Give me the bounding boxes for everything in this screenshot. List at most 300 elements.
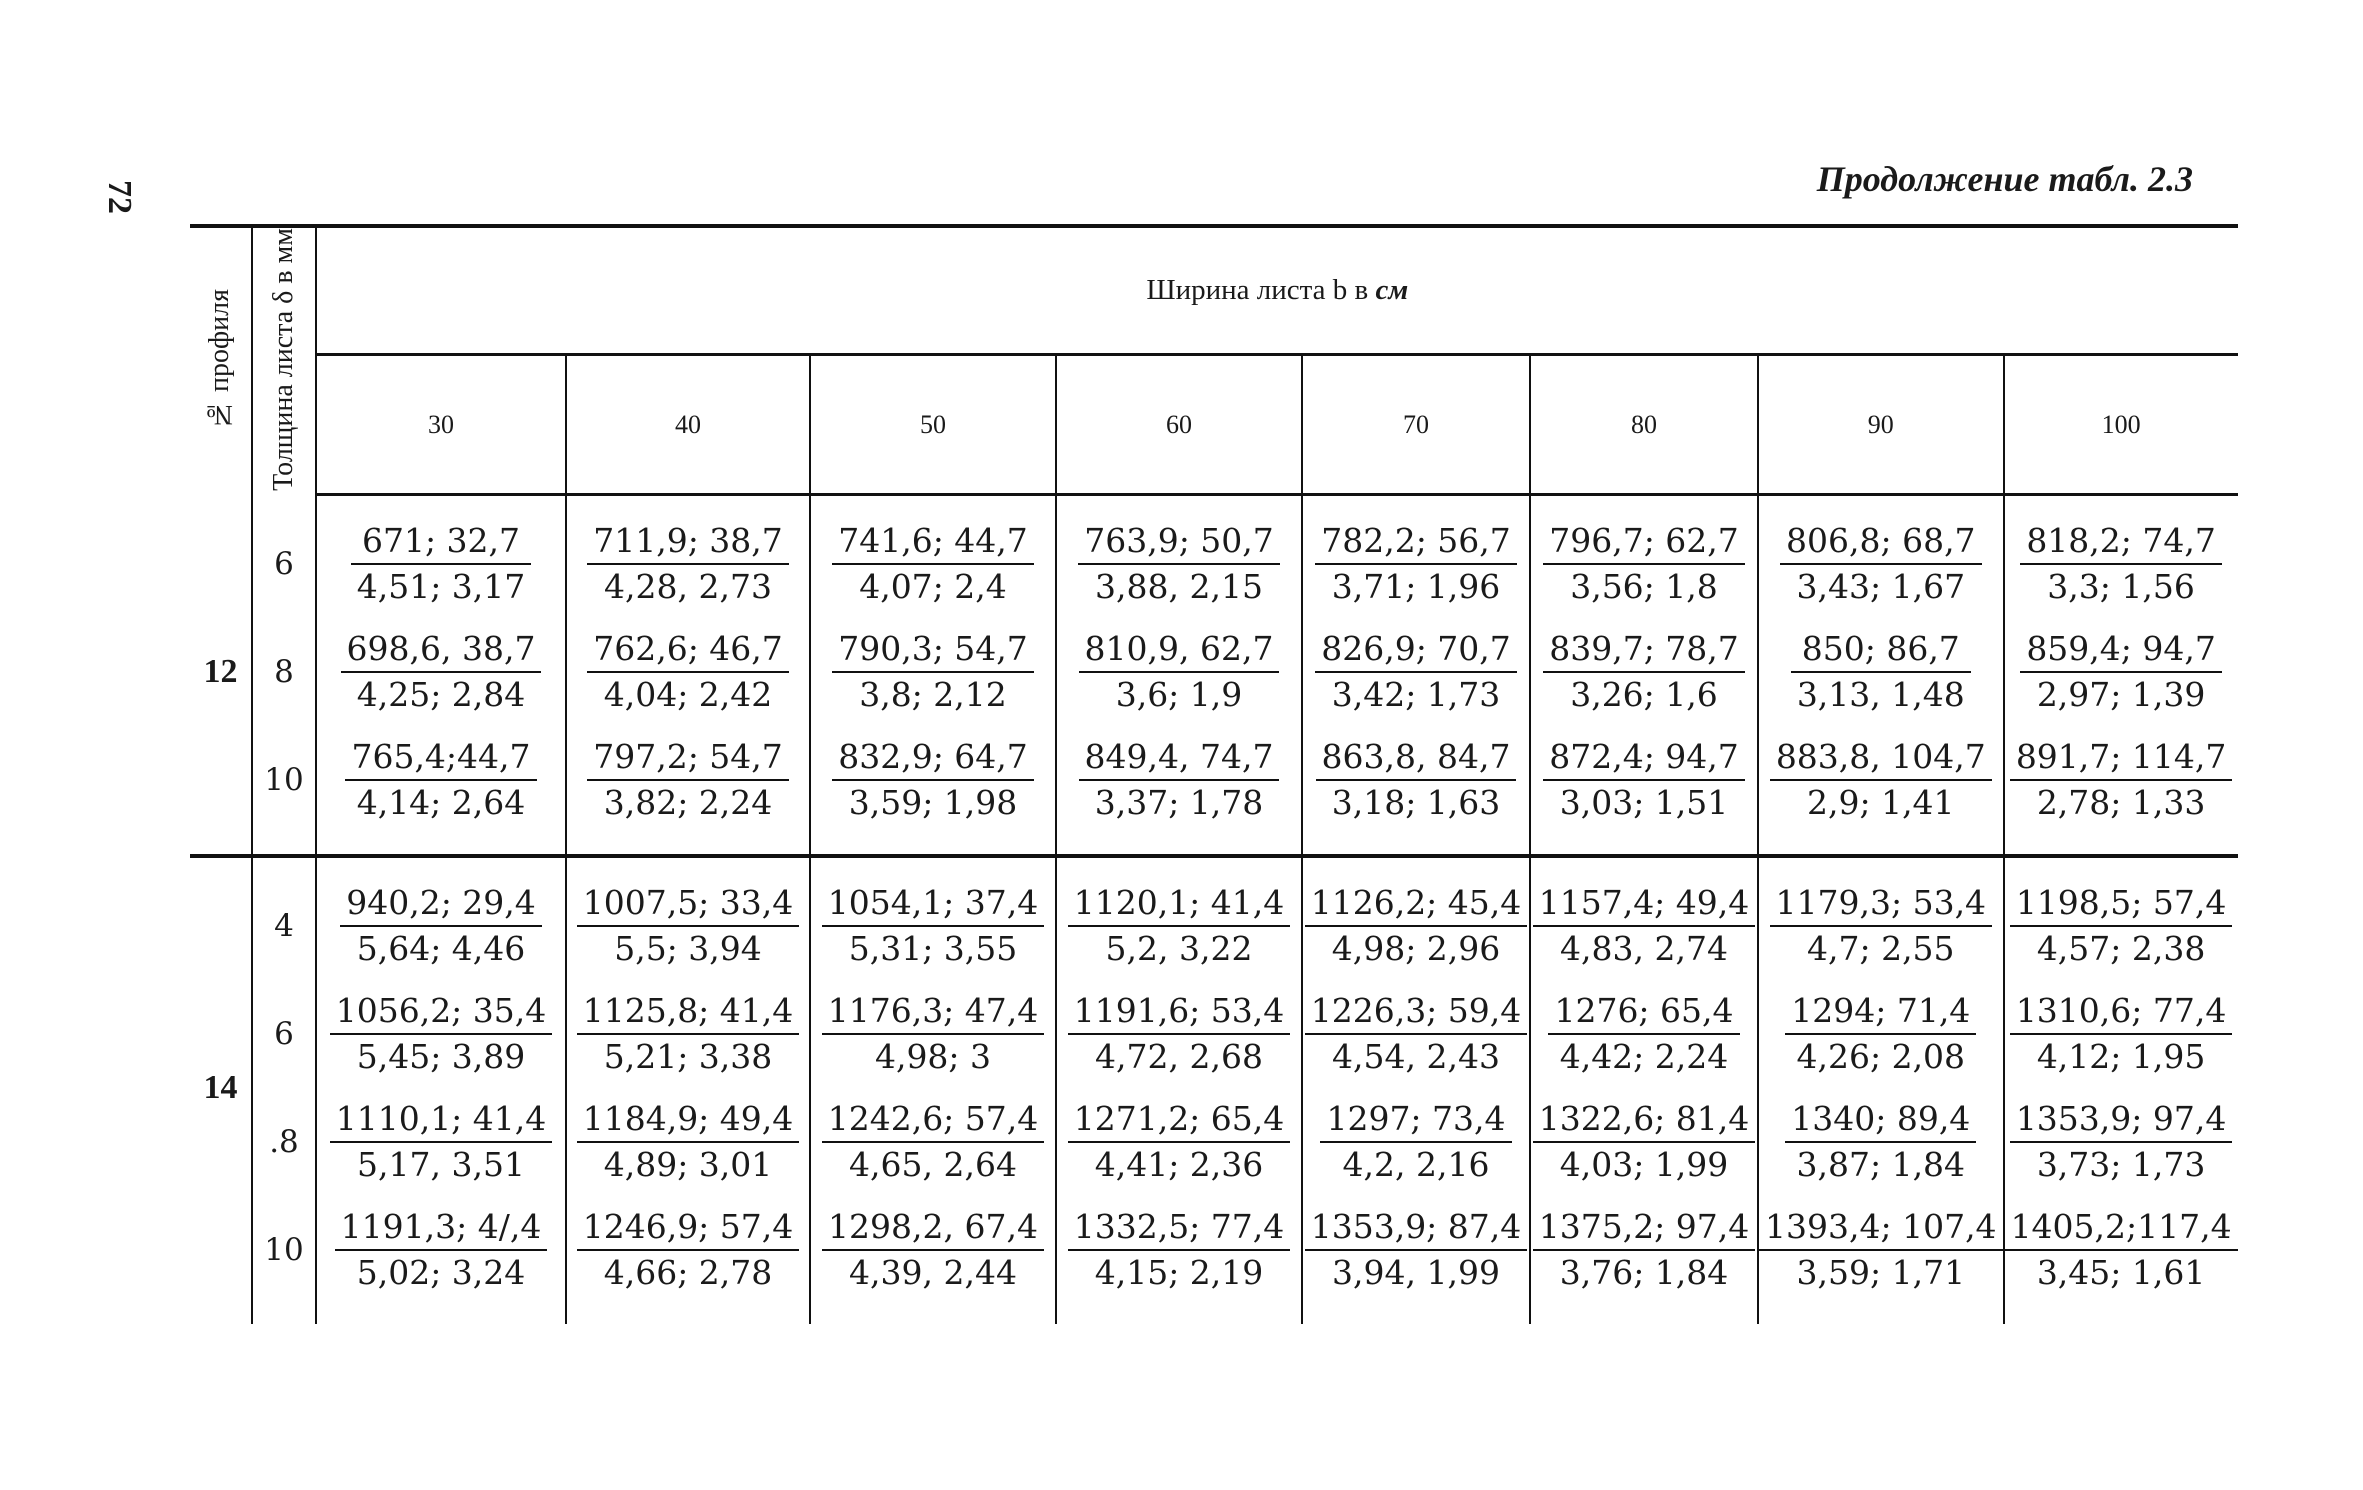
fraction-denominator: 3,37; 1,78 — [1094, 783, 1264, 823]
fraction-numerator: 711,9; 38,7 — [587, 523, 789, 565]
fraction-numerator: 1125,8; 41,4 — [577, 993, 800, 1035]
spacer-cell — [2004, 495, 2238, 511]
fraction-value — [822, 1209, 1044, 1292]
width-column-header: 60 — [1056, 355, 1302, 495]
spacer-cell — [810, 834, 1056, 856]
fraction-denominator: 3,71; 1,96 — [1331, 567, 1501, 607]
fraction-denominator: 4,66; 2,78 — [603, 1253, 773, 1293]
spacer-cell — [190, 495, 252, 511]
fraction-denominator: 3,03; 1,51 — [1559, 783, 1729, 823]
fraction-value — [1770, 885, 1993, 968]
fraction-numerator: 1179,3; 53,4 — [1770, 885, 1993, 927]
fraction-denominator: 4,72, 2,68 — [1095, 1037, 1263, 1077]
table-row — [190, 872, 2238, 980]
table-cell — [1302, 872, 1530, 980]
spacer-cell — [810, 1304, 1056, 1324]
fraction-denominator: 4,04; 2,42 — [603, 675, 773, 715]
spacer-cell — [1530, 856, 1758, 872]
fraction-denominator: 3,8; 2,12 — [859, 675, 1007, 715]
spacer-cell — [1530, 1304, 1758, 1324]
fraction-numerator: 1176,3; 47,4 — [822, 993, 1045, 1035]
group-spacer — [190, 495, 2238, 511]
table-cell — [1302, 510, 1530, 618]
fraction-denominator: 4,41; 2,36 — [1094, 1145, 1264, 1185]
fraction-value — [1533, 1209, 1756, 1292]
spacer-cell — [1302, 1304, 1530, 1324]
fraction-denominator: 3,56; 1,8 — [1570, 567, 1718, 607]
fraction-numerator: 741,6; 44,7 — [832, 523, 1034, 565]
fraction-value — [577, 993, 800, 1076]
table-row — [190, 1196, 2238, 1304]
spacer-cell — [190, 856, 252, 872]
width-group-header — [316, 226, 2238, 355]
spacer-cell — [252, 1304, 316, 1324]
fraction-numerator: 1191,6; 53,4 — [1068, 993, 1291, 1035]
fraction-numerator: 1056,2; 35,4 — [330, 993, 553, 1035]
spacer-cell — [1758, 1304, 2004, 1324]
spacer-cell — [1302, 495, 1530, 511]
fraction-denominator: 4,03; 1,99 — [1559, 1145, 1729, 1185]
fraction-value — [1780, 523, 1982, 606]
table-cell — [1056, 726, 1302, 834]
fraction-value — [1533, 1101, 1756, 1184]
fraction-value — [1315, 523, 1517, 606]
fraction-denominator: 4,12; 1,95 — [2036, 1037, 2206, 1077]
fraction-value — [341, 631, 542, 714]
fraction-value — [345, 739, 536, 822]
table-cell — [1302, 726, 1530, 834]
page-number: 72 — [101, 180, 138, 214]
fraction-numerator: 1191,3; 4/,4 — [335, 1209, 548, 1251]
spacer-cell — [1758, 856, 2004, 872]
width-column-header: 90 — [1758, 355, 2004, 495]
table-cell — [566, 1088, 810, 1196]
fraction-value — [587, 631, 789, 714]
width-title-unit: см — [1375, 274, 1409, 307]
spacer-cell — [566, 834, 810, 856]
fraction-numerator: 797,2; 54,7 — [587, 739, 789, 781]
fraction-value — [822, 1101, 1045, 1184]
fraction-numerator: 1226,3; 59,4 — [1305, 993, 1528, 1035]
table-cell — [810, 726, 1056, 834]
fraction-value — [832, 631, 1034, 714]
table-cell — [2004, 510, 2238, 618]
fraction-numerator: 782,2; 56,7 — [1315, 523, 1517, 565]
fraction-numerator: 1322,6; 81,4 — [1533, 1101, 1756, 1143]
fraction-numerator: 1007,5; 33,4 — [577, 885, 800, 927]
fraction-denominator: 3,59; 1,71 — [1796, 1253, 1966, 1293]
data-table-wrapper — [190, 224, 2238, 1324]
thickness-value: 6 — [252, 510, 316, 618]
table-cell — [316, 726, 566, 834]
fraction-denominator: 2,78; 1,33 — [2036, 783, 2206, 823]
fraction-denominator: 3,73; 1,73 — [2036, 1145, 2206, 1185]
fraction-denominator: 3,13, 1,48 — [1796, 675, 1965, 715]
fraction-denominator: 3,87; 1,84 — [1796, 1145, 1966, 1185]
table-cell — [316, 1088, 566, 1196]
fraction-numerator: 1393,4; 107,4 — [1759, 1209, 2003, 1251]
fraction-denominator: 4,89; 3,01 — [603, 1145, 773, 1185]
width-column-header: 70 — [1302, 355, 1530, 495]
fraction-value — [1068, 993, 1291, 1076]
fraction-numerator: 762,6; 46,7 — [587, 631, 789, 673]
spacer-cell — [1056, 834, 1302, 856]
fraction-value — [1068, 1209, 1291, 1292]
thickness-value: 6 — [252, 980, 316, 1088]
fraction-numerator: 698,6, 38,7 — [341, 631, 542, 673]
fraction-denominator: 3,26; 1,6 — [1570, 675, 1718, 715]
table-cell — [1530, 872, 1758, 980]
fraction-numerator: 1298,2, 67,4 — [822, 1209, 1044, 1251]
fraction-denominator: 5,64; 4,46 — [356, 929, 526, 969]
fraction-numerator: 1310,6; 77,4 — [2010, 993, 2233, 1035]
fraction-value — [1543, 523, 1745, 606]
fraction-denominator: 4,54, 2,43 — [1332, 1037, 1500, 1077]
fraction-value — [822, 993, 1045, 1076]
fraction-value — [1785, 1101, 1976, 1184]
fraction-value — [1759, 1209, 2003, 1292]
table-cell — [1530, 618, 1758, 726]
fraction-value — [587, 523, 789, 606]
fraction-numerator: 1271,2; 65,4 — [1068, 1101, 1291, 1143]
spacer-cell — [2004, 1304, 2238, 1324]
fraction-denominator: 3,59; 1,98 — [848, 783, 1018, 823]
table-row — [190, 726, 2238, 834]
spacer-cell — [810, 856, 1056, 872]
profile-column-header — [190, 226, 252, 495]
table-cell — [1056, 618, 1302, 726]
fraction-value — [832, 523, 1034, 606]
fraction-value — [1068, 885, 1291, 968]
spacer-cell — [190, 834, 252, 856]
table-cell — [1758, 980, 2004, 1088]
fraction-value — [330, 1101, 553, 1184]
table-cell — [316, 618, 566, 726]
table-row — [190, 980, 2238, 1088]
table-cell — [2004, 872, 2238, 980]
table-cell — [1758, 872, 2004, 980]
fraction-numerator: 839,7; 78,7 — [1543, 631, 1745, 673]
thickness-value: 10 — [252, 726, 316, 834]
spacer-cell — [810, 495, 1056, 511]
fraction-denominator: 5,5; 3,94 — [614, 929, 762, 969]
fraction-denominator: 5,31; 3,55 — [848, 929, 1018, 969]
fraction-numerator: 863,8, 84,7 — [1316, 739, 1517, 781]
fraction-numerator: 671; 32,7 — [351, 523, 532, 565]
fraction-denominator: 4,28, 2,73 — [604, 567, 772, 607]
fraction-value — [577, 1209, 800, 1292]
fraction-denominator: 2,9; 1,41 — [1806, 783, 1955, 823]
fraction-denominator: 4,14; 2,64 — [356, 783, 526, 823]
fraction-value — [2010, 885, 2233, 968]
fraction-denominator: 3,88, 2,15 — [1095, 567, 1263, 607]
table-cell — [1302, 1088, 1530, 1196]
table-cell — [566, 510, 810, 618]
table-caption: Продолжение табл. 2.3 — [1816, 159, 2193, 199]
group-spacer — [190, 856, 2238, 872]
table-cell — [1530, 726, 1758, 834]
fraction-value — [2020, 631, 2222, 714]
table-cell — [566, 726, 810, 834]
fraction-value — [1079, 631, 1280, 714]
fraction-value — [2005, 1209, 2238, 1292]
fraction-denominator: 3,42; 1,73 — [1331, 675, 1501, 715]
fraction-denominator: 4,07; 2,4 — [859, 567, 1007, 607]
table-body — [190, 495, 2238, 1325]
fraction-numerator: 1242,6; 57,4 — [822, 1101, 1045, 1143]
table-cell — [316, 510, 566, 618]
fraction-numerator: 810,9, 62,7 — [1079, 631, 1280, 673]
spacer-cell — [1056, 856, 1302, 872]
spacer-cell — [252, 856, 316, 872]
fraction-value — [1305, 885, 1528, 968]
table-cell — [1530, 1088, 1758, 1196]
table-cell — [1530, 980, 1758, 1088]
table-cell — [1056, 872, 1302, 980]
fraction-denominator: 3,82; 2,24 — [603, 783, 773, 823]
fraction-numerator: 1120,1; 41,4 — [1068, 885, 1291, 927]
fraction-numerator: 1276; 65,4 — [1548, 993, 1739, 1035]
fraction-numerator: 1353,9; 97,4 — [2010, 1101, 2233, 1143]
width-column-header: 40 — [566, 355, 810, 495]
fraction-denominator: 4,98; 3 — [874, 1037, 992, 1077]
fraction-value — [2010, 739, 2233, 822]
fraction-denominator: 3,3; 1,56 — [2047, 567, 2195, 607]
fraction-denominator: 4,25; 2,84 — [356, 675, 526, 715]
fraction-value — [1543, 631, 1745, 714]
table-cell — [316, 872, 566, 980]
fraction-denominator: 3,76; 1,84 — [1559, 1253, 1729, 1293]
profile-column-label: № профиля — [204, 288, 236, 430]
fraction-value — [335, 1209, 548, 1292]
fraction-numerator: 850; 86,7 — [1791, 631, 1971, 673]
thickness-value: 4 — [252, 872, 316, 980]
fraction-value — [577, 1101, 800, 1184]
table-cell — [1056, 1088, 1302, 1196]
fraction-denominator: 4,2, 2,16 — [1342, 1145, 1490, 1185]
fraction-denominator: 5,17, 3,51 — [357, 1145, 525, 1185]
spacer-cell — [2004, 834, 2238, 856]
fraction-denominator: 4,57; 2,38 — [2036, 929, 2206, 969]
fraction-numerator: 1246,9; 57,4 — [577, 1209, 800, 1251]
table-cell — [1758, 618, 2004, 726]
table-cell — [1056, 980, 1302, 1088]
fraction-numerator: 1405,2;117,4 — [2005, 1209, 2238, 1251]
table-cell — [810, 618, 1056, 726]
fraction-denominator: 4,65, 2,64 — [849, 1145, 1017, 1185]
table-cell — [2004, 1196, 2238, 1304]
fraction-value — [1548, 993, 1739, 1076]
width-values-row — [190, 355, 2238, 495]
table-cell — [566, 980, 810, 1088]
table-cell — [2004, 1088, 2238, 1196]
table-cell — [810, 980, 1056, 1088]
fraction-numerator: 1184,9; 49,4 — [577, 1101, 800, 1143]
spacer-cell — [1758, 495, 2004, 511]
spacer-cell — [1530, 495, 1758, 511]
table-cell — [810, 510, 1056, 618]
fraction-value — [832, 739, 1034, 822]
spacer-cell — [316, 834, 566, 856]
fraction-value — [1533, 885, 1756, 968]
table-cell — [1758, 1196, 2004, 1304]
table-cell — [316, 1196, 566, 1304]
fraction-value — [1791, 631, 1971, 714]
thickness-value: 10 — [252, 1196, 316, 1304]
width-column-header: 30 — [316, 355, 566, 495]
fraction-numerator: 1157,4; 49,4 — [1533, 885, 1756, 927]
fraction-numerator: 1294; 71,4 — [1785, 993, 1976, 1035]
spacer-cell — [316, 1304, 566, 1324]
fraction-numerator: 763,9; 50,7 — [1078, 523, 1280, 565]
fraction-value — [1068, 1101, 1291, 1184]
fraction-numerator: 1340; 89,4 — [1785, 1101, 1976, 1143]
fraction-numerator: 1054,1; 37,4 — [822, 885, 1045, 927]
table-cell — [810, 872, 1056, 980]
fraction-numerator: 765,4;44,7 — [345, 739, 536, 781]
table-cell — [1530, 510, 1758, 618]
fraction-value — [1316, 739, 1517, 822]
spacer-cell — [190, 1304, 252, 1324]
fraction-denominator: 4,51; 3,17 — [356, 567, 526, 607]
table-cell — [1530, 1196, 1758, 1304]
fraction-numerator: 790,3; 54,7 — [832, 631, 1034, 673]
fraction-value — [2010, 1101, 2233, 1184]
fraction-numerator: 1198,5; 57,4 — [2010, 885, 2233, 927]
fraction-value — [1770, 739, 1992, 822]
fraction-numerator: 826,9; 70,7 — [1315, 631, 1517, 673]
fraction-denominator: 4,26; 2,08 — [1796, 1037, 1966, 1077]
fraction-denominator: 4,42; 2,24 — [1559, 1037, 1729, 1077]
table-cell — [1056, 510, 1302, 618]
table-cell — [2004, 726, 2238, 834]
fraction-value — [340, 885, 542, 968]
table-cell — [810, 1088, 1056, 1196]
table-cell — [1056, 1196, 1302, 1304]
fraction-value — [1079, 739, 1280, 822]
spacer-cell — [1056, 1304, 1302, 1324]
fraction-numerator: 796,7; 62,7 — [1543, 523, 1745, 565]
thickness-value: .8 — [252, 1088, 316, 1196]
spacer-cell — [566, 495, 810, 511]
header-row-top — [190, 226, 2238, 355]
table-cell — [1758, 510, 2004, 618]
fraction-value — [351, 523, 532, 606]
spacer-cell — [1302, 834, 1530, 856]
table-cell — [1758, 1088, 2004, 1196]
table-cell — [1302, 618, 1530, 726]
fraction-numerator: 1375,2; 97,4 — [1533, 1209, 1756, 1251]
table-cell — [2004, 980, 2238, 1088]
fraction-value — [577, 885, 800, 968]
thickness-column-header — [252, 226, 316, 495]
spacer-cell — [252, 495, 316, 511]
fraction-numerator: 940,2; 29,4 — [340, 885, 542, 927]
width-title-text: Ширина листа b в — [1146, 274, 1376, 307]
fraction-value — [330, 993, 553, 1076]
fraction-numerator: 1110,1; 41,4 — [330, 1101, 553, 1143]
table-cell — [566, 618, 810, 726]
fraction-value — [1315, 631, 1517, 714]
table-cell — [566, 1196, 810, 1304]
fraction-denominator: 4,39, 2,44 — [849, 1253, 1017, 1293]
spacer-cell — [566, 856, 810, 872]
fraction-numerator: 1332,5; 77,4 — [1068, 1209, 1291, 1251]
fraction-value — [2020, 523, 2222, 606]
table-cell — [1758, 726, 2004, 834]
fraction-value — [822, 885, 1045, 968]
fraction-denominator: 5,2, 3,22 — [1105, 929, 1253, 969]
fraction-numerator: 1126,2; 45,4 — [1305, 885, 1528, 927]
fraction-value — [2010, 993, 2233, 1076]
fraction-value — [1078, 523, 1280, 606]
fraction-denominator: 5,45; 3,89 — [356, 1037, 526, 1077]
spacer-cell — [316, 495, 566, 511]
fraction-numerator: 832,9; 64,7 — [832, 739, 1034, 781]
group-end-spacer — [190, 834, 2238, 856]
fraction-value — [587, 739, 789, 822]
fraction-denominator: 4,15; 2,19 — [1094, 1253, 1264, 1293]
spacer-cell — [252, 834, 316, 856]
fraction-denominator: 4,98; 2,96 — [1331, 929, 1501, 969]
fraction-numerator: 849,4, 74,7 — [1079, 739, 1280, 781]
fraction-value — [1305, 993, 1528, 1076]
fraction-denominator: 5,21; 3,38 — [603, 1037, 773, 1077]
fraction-denominator: 5,02; 3,24 — [356, 1253, 526, 1293]
profile-number: 12 — [190, 510, 252, 834]
spacer-cell — [1758, 834, 2004, 856]
spacer-cell — [2004, 856, 2238, 872]
thickness-column-label: Толщина листа δ в мм — [267, 228, 299, 491]
profile-number: 14 — [190, 872, 252, 1304]
table-cell — [2004, 618, 2238, 726]
table-cell — [1302, 1196, 1530, 1304]
fraction-numerator: 806,8; 68,7 — [1780, 523, 1982, 565]
fraction-numerator: 818,2; 74,7 — [2020, 523, 2222, 565]
fraction-denominator: 3,6; 1,9 — [1115, 675, 1243, 715]
spacer-cell — [566, 1304, 810, 1324]
fraction-denominator: 3,94, 1,99 — [1332, 1253, 1500, 1293]
fraction-denominator: 3,18; 1,63 — [1331, 783, 1501, 823]
width-column-header: 50 — [810, 355, 1056, 495]
fraction-value — [1785, 993, 1976, 1076]
fraction-denominator: 4,83, 2,74 — [1560, 929, 1728, 969]
table-cell — [316, 980, 566, 1088]
table-cell — [1302, 980, 1530, 1088]
fraction-denominator: 4,7; 2,55 — [1806, 929, 1955, 969]
fraction-numerator: 1353,9; 87,4 — [1305, 1209, 1528, 1251]
spacer-cell — [1302, 856, 1530, 872]
fraction-numerator: 872,4; 94,7 — [1543, 739, 1745, 781]
fraction-numerator: 859,4; 94,7 — [2020, 631, 2222, 673]
table-cell — [566, 872, 810, 980]
data-table — [190, 224, 2238, 1324]
spacer-cell — [316, 856, 566, 872]
fraction-denominator: 2,97; 1,39 — [2036, 675, 2206, 715]
fraction-denominator: 3,45; 1,61 — [2036, 1253, 2206, 1293]
thickness-value: 8 — [252, 618, 316, 726]
spacer-cell — [1530, 834, 1758, 856]
spacer-cell — [1056, 495, 1302, 511]
table-row — [190, 1088, 2238, 1196]
fraction-numerator: 1297; 73,4 — [1320, 1101, 1511, 1143]
fraction-numerator: 883,8, 104,7 — [1770, 739, 1992, 781]
table-row — [190, 510, 2238, 618]
table-cell — [810, 1196, 1056, 1304]
fraction-denominator: 3,43; 1,67 — [1796, 567, 1966, 607]
fraction-value — [1543, 739, 1745, 822]
fraction-value — [1320, 1101, 1511, 1184]
